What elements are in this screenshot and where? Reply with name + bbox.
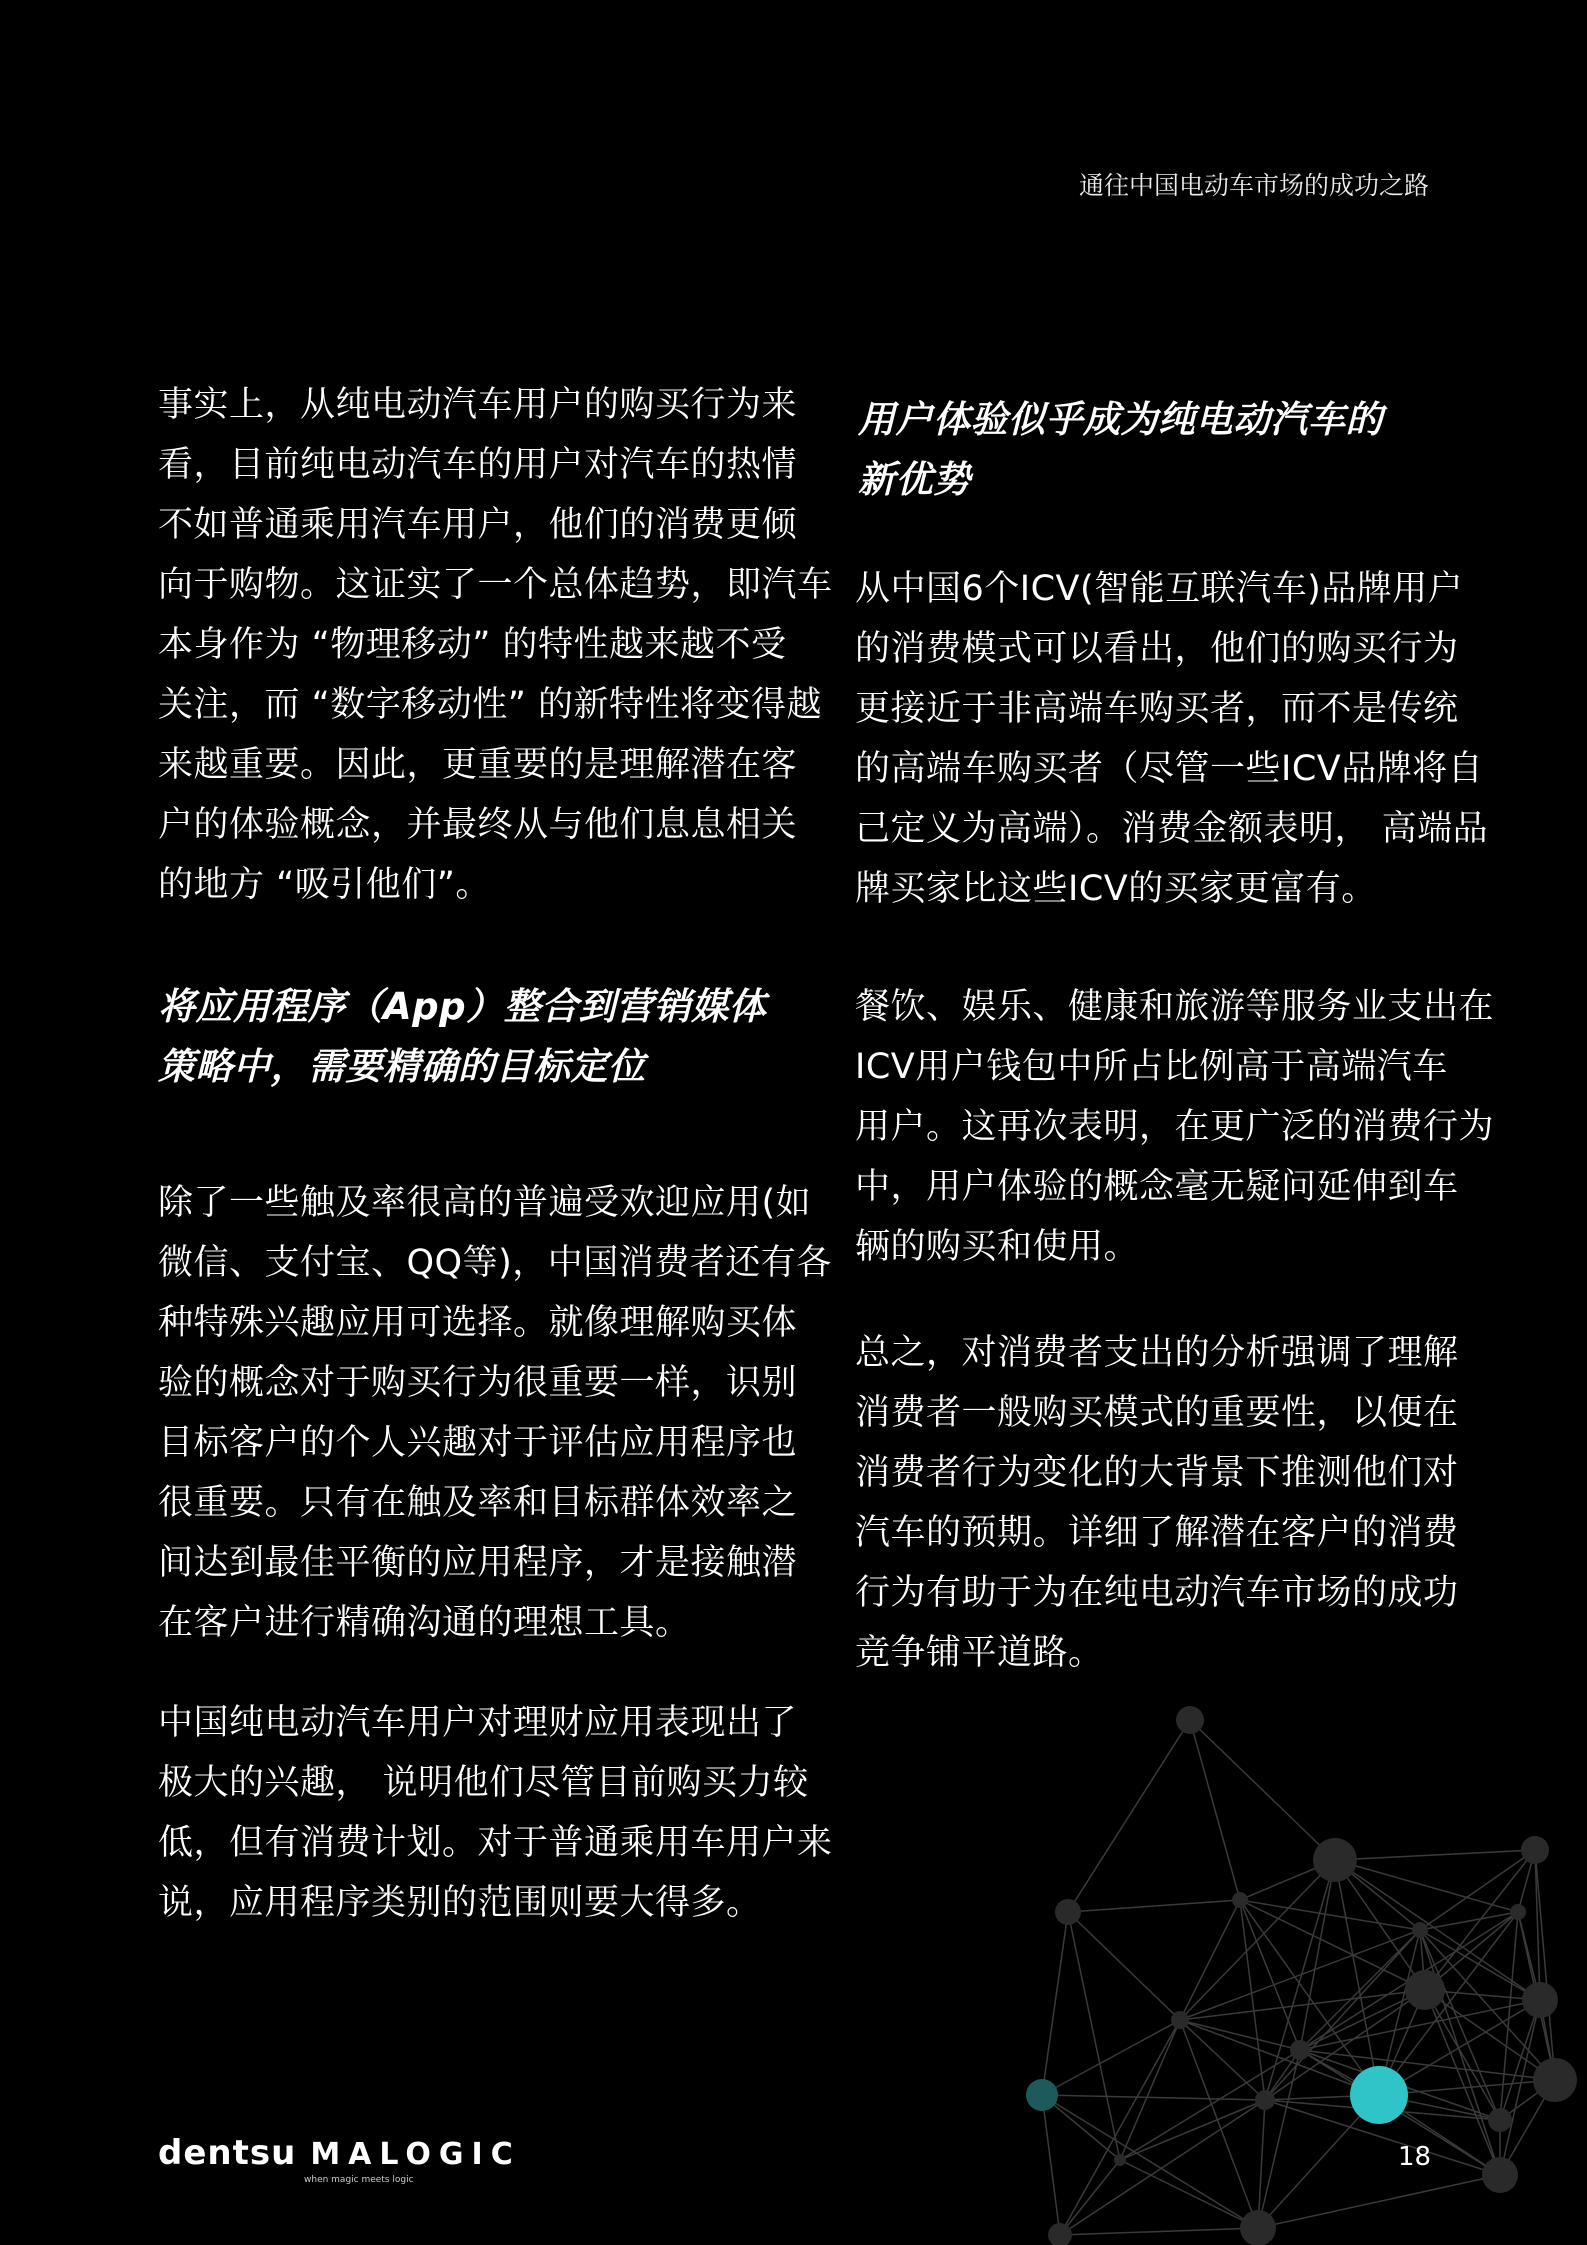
right-paragraph-2 [855, 977, 1495, 1277]
text-line: 看，目前纯电动汽车的用户对汽车的热情 [158, 445, 798, 485]
text-line: 微信、支付宝、QQ等)，中国消费者还有各 [158, 1243, 832, 1283]
text-line: 不如普通乘用汽车用户，他们的消费更倾 [158, 505, 798, 545]
network-line [1240, 1900, 1420, 1930]
text-line: 验的概念对于购买行为很重要一样，识别 [158, 1363, 798, 1403]
text-line: 在客户进行精确沟通的理想工具。 [158, 1603, 691, 1643]
accent-node [1350, 2066, 1408, 2124]
network-node [1171, 2011, 1189, 2029]
text-line: 总之，对消费者支出的分析强调了理解 [855, 1333, 1459, 1373]
network-node [1240, 2210, 1276, 2245]
network-line [1042, 1912, 1068, 2095]
network-line [1300, 1860, 1335, 2050]
left-paragraph-1 [158, 375, 833, 915]
network-line [1535, 1850, 1555, 2080]
network-node [1055, 1899, 1081, 1925]
text-line: 间达到最佳平衡的应用程序，才是接触潜 [158, 1543, 798, 1583]
network-line [1060, 2100, 1265, 2235]
network-line [1425, 1990, 1500, 2175]
text-line: 消费者一般购买模式的重要性，以便在 [855, 1393, 1459, 1433]
left-paragraph-2 [158, 1173, 832, 1653]
text-line: 中，用户体验的概念毫无疑问延伸到车 [855, 1167, 1459, 1207]
logo-tagline: when magic meets logic [304, 2175, 414, 2185]
network-line [1335, 1850, 1535, 1860]
network-line [1500, 1912, 1518, 2120]
network-line [1042, 2095, 1060, 2235]
text-line: 辆的购买和使用。 [855, 1227, 1140, 1267]
text-line: 从中国6个ICV(智能互联汽车)品牌用户 [855, 569, 1464, 609]
right-paragraph-1 [855, 559, 1495, 919]
network-node [1048, 2223, 1072, 2245]
running-header: 通往中国电动车市场的成功之路 [1078, 171, 1429, 200]
text-line: 将应用程序（App）整合到营销媒体 [158, 985, 767, 1028]
text-line: 的高端车购买者（尽管一些ICV品牌将自 [855, 749, 1484, 789]
network-line [1300, 2050, 1555, 2080]
text-line: 牌买家比这些ICV的买家更富有。 [855, 869, 1377, 909]
page-number: 18 [1398, 2142, 1432, 2172]
logo-dentsu: dentsu [158, 2133, 297, 2173]
dentsu-malogic-logo [158, 2133, 521, 2185]
network-line [1425, 1850, 1535, 1990]
network-node [1232, 1892, 1248, 1908]
text-line: 行为有助于为在纯电动汽车市场的成功 [855, 1573, 1459, 1613]
text-line: 除了一些触及率很高的普遍受欢迎应用(如 [158, 1183, 812, 1223]
network-line [1425, 1990, 1500, 2120]
network-line [1060, 2160, 1120, 2235]
network-line [1068, 1900, 1240, 1912]
text-line: 策略中，需要精确的目标定位 [158, 1045, 646, 1088]
network-node [1522, 1982, 1558, 2018]
network-node [1521, 1836, 1549, 1864]
text-line: 竞争铺平道路。 [855, 1633, 1104, 1673]
text-line: 餐饮、娱乐、健康和旅游等服务业支出在 [855, 987, 1495, 1027]
text-line: 消费者行为变化的大背景下推测他们对 [855, 1453, 1459, 1493]
network-line [1068, 1912, 1180, 2020]
network-line [1258, 2050, 1300, 2228]
text-line: ICV用户钱包中所占比例高于高端汽车 [855, 1047, 1448, 1087]
text-line: 种特殊兴趣应用可选择。就像理解购买体 [158, 1303, 798, 1343]
network-node [1533, 2058, 1577, 2102]
network-line [1240, 1900, 1425, 1990]
network-line [1180, 1930, 1420, 2020]
text-line: 的地方 “吸引他们”。 [158, 865, 491, 905]
network-node [1510, 1904, 1526, 1920]
right-section-heading [858, 390, 1498, 510]
text-line: 向于购物。这证实了一个总体趋势，即汽车 [158, 565, 833, 605]
network-line [1120, 2160, 1258, 2228]
network-node [1482, 2157, 1518, 2193]
network-node [1290, 2040, 1310, 2060]
text-line: 极大的兴趣， 说明他们尽管目前购买力较 [158, 1763, 809, 1803]
network-line [1420, 1930, 1500, 2175]
network-node [1405, 1970, 1445, 2010]
network-line [1042, 2095, 1265, 2100]
network-line [1180, 2020, 1258, 2228]
text-line: 本身作为 “物理移动” 的特性越来越不受 [158, 625, 787, 665]
network-line [1190, 1720, 1335, 1860]
text-line: 己定义为高端）。消费金额表明， 高端品 [855, 809, 1489, 849]
network-line [1335, 1860, 1518, 1912]
text-line: 中国纯电动汽车用户对理财应用表现出了 [158, 1703, 798, 1743]
network-line [1180, 2020, 1300, 2050]
network-line [1300, 1930, 1420, 2050]
text-line: 用户。这再次表明，在更广泛的消费行为 [855, 1107, 1495, 1147]
left-paragraph-3 [158, 1693, 833, 1933]
network-line [1180, 1900, 1240, 2020]
network-line [1180, 2020, 1265, 2100]
network-node [1313, 1838, 1357, 1882]
logo-malogic: MALOGIC [310, 2137, 521, 2172]
text-line: 说，应用程序类别的范围则要大得多。 [158, 1883, 762, 1923]
network-node [1176, 1706, 1204, 1734]
network-line [1060, 2228, 1258, 2235]
network-line [1258, 2100, 1265, 2228]
left-section-heading [158, 977, 798, 1097]
text-line: 来越重要。因此，更重要的是理解潜在客 [158, 745, 798, 785]
network-node [1026, 2079, 1058, 2111]
network-line [1068, 1720, 1190, 1912]
right-paragraph-3 [855, 1323, 1495, 1683]
text-line: 低，但有消费计划。对于普通乘用车用户来 [158, 1823, 833, 1863]
network-line [1258, 2175, 1500, 2228]
text-line: 的消费模式可以看出，他们的购买行为 [855, 629, 1459, 669]
text-line: 关注，而 “数字移动性” 的新特性将变得越 [158, 685, 823, 725]
network-node [1412, 1922, 1428, 1938]
text-line: 事实上，从纯电动汽车用户的购买行为来 [158, 385, 798, 425]
text-line: 新优势 [858, 458, 971, 501]
text-line: 汽车的预期。详细了解潜在客户的消费 [855, 1513, 1459, 1553]
text-line: 很重要。只有在触及率和目标群体效率之 [158, 1483, 798, 1523]
text-line: 目标客户的个人兴趣对于评估应用程序也 [158, 1423, 798, 1463]
network-node [1255, 2090, 1275, 2110]
text-line: 户的体验概念，并最终从与他们息息相关 [158, 805, 798, 845]
text-line: 更接近于非高端车购买者，而不是传统 [855, 689, 1459, 729]
network-node [1488, 2108, 1512, 2132]
network-node [1114, 2154, 1126, 2166]
network-line [1500, 2000, 1540, 2120]
network-line [1190, 1720, 1240, 1900]
text-line: 用户体验似乎成为纯电动汽车的 [858, 398, 1383, 441]
